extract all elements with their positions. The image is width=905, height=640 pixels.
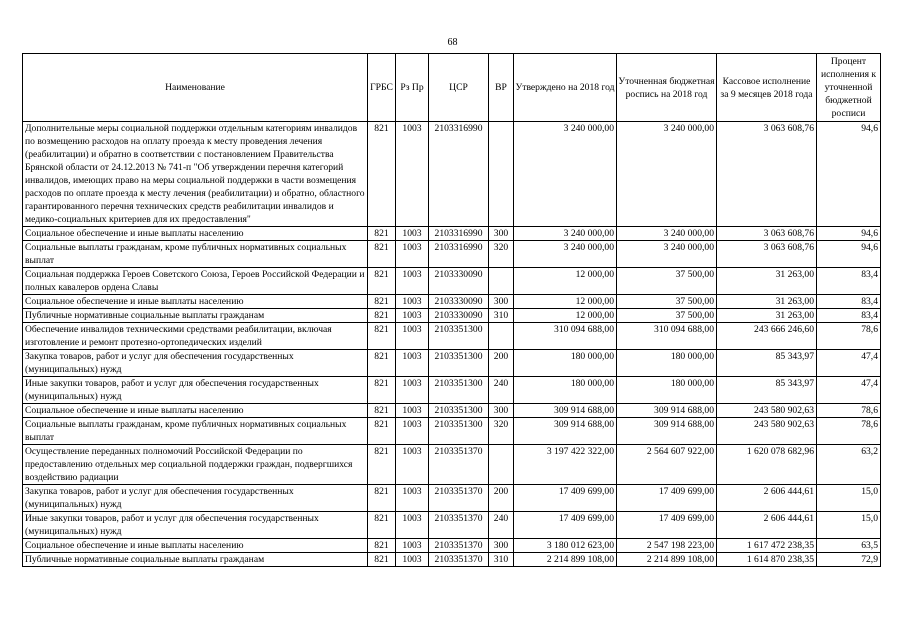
table-row [23,227,881,241]
header-approved: Утверждено на 2018 год [514,54,617,122]
row-grbs: 821 [368,445,396,485]
row-vr [489,445,514,485]
row-grbs: 821 [368,323,396,350]
row-rzpr: 1003 [396,445,429,485]
row-vr [489,268,514,295]
row-percent: 72,9 [817,553,881,567]
row-percent: 63,5 [817,539,881,553]
row-name: Иные закупки товаров, работ и услуг для обеспечения государственных (муниципальных) нужд [23,377,368,404]
row-name: Иные закупки товаров, работ и услуг для обеспечения государственных (муниципальных) нужд [23,512,368,539]
row-cash: 85 343,97 [717,350,817,377]
row-revised: 17 409 699,00 [617,512,717,539]
row-percent: 94,6 [817,241,881,268]
row-revised: 3 240 000,00 [617,227,717,241]
table-row [23,122,881,227]
row-cash: 1 617 472 238,35 [717,539,817,553]
row-vr [489,122,514,227]
row-grbs: 821 [368,227,396,241]
row-csr: 2103316990 [429,241,489,268]
row-grbs: 821 [368,539,396,553]
row-grbs: 821 [368,350,396,377]
row-name: Социальное обеспечение и иные выплаты населению [23,539,368,553]
row-percent: 94,6 [817,122,881,227]
row-cash: 31 263,00 [717,309,817,323]
row-percent: 83,4 [817,309,881,323]
row-grbs: 821 [368,404,396,418]
row-rzpr: 1003 [396,512,429,539]
row-rzpr: 1003 [396,404,429,418]
row-revised: 17 409 699,00 [617,485,717,512]
row-csr: 2103351300 [429,404,489,418]
row-rzpr: 1003 [396,377,429,404]
row-cash: 3 063 608,76 [717,241,817,268]
row-approved: 3 180 012 623,00 [514,539,617,553]
row-vr: 300 [489,227,514,241]
row-revised: 310 094 688,00 [617,323,717,350]
row-percent: 47,4 [817,377,881,404]
row-grbs: 821 [368,553,396,567]
row-cash: 2 606 444,61 [717,512,817,539]
row-grbs: 821 [368,485,396,512]
row-percent: 78,6 [817,323,881,350]
row-grbs: 821 [368,309,396,323]
row-approved: 12 000,00 [514,309,617,323]
table-row [23,323,881,350]
table-row [23,350,881,377]
table-header-row [23,54,881,122]
row-vr: 310 [489,309,514,323]
row-csr: 2103330090 [429,309,489,323]
row-grbs: 821 [368,241,396,268]
table-row [23,539,881,553]
row-vr: 310 [489,553,514,567]
row-name: Закупка товаров, работ и услуг для обеспечения государственных (муниципальных) нужд [23,485,368,512]
table-row [23,404,881,418]
row-rzpr: 1003 [396,350,429,377]
row-percent: 83,4 [817,295,881,309]
row-revised: 2 547 198 223,00 [617,539,717,553]
row-cash: 1 614 870 238,35 [717,553,817,567]
row-percent: 78,6 [817,418,881,445]
row-percent: 83,4 [817,268,881,295]
row-csr: 2103351370 [429,553,489,567]
row-name: Публичные нормативные социальные выплаты гражданам [23,553,368,567]
row-approved: 309 914 688,00 [514,404,617,418]
row-cash: 243 580 902,63 [717,418,817,445]
row-name: Дополнительные меры социальной поддержки отдельным категориям инвалидов по возмещению расходов на оплату проезда к месту проведения лечения (реабилитации) и обратно в соответствии с постановлением Правительства Брянской области от 24.12.2013 № 741-п "Об утверждении перечня категорий инвалидов, имеющих право на меры социальной поддержки в части возмещения расходов по оплате проезда к месту лечения (реабилитации) и обратно, областного гарантированного перечня технических средств реабилитации инвалидов и медико-социальных критериев для их предоставления" [23,122,368,227]
row-csr: 2103351370 [429,445,489,485]
row-vr: 240 [489,512,514,539]
row-approved: 17 409 699,00 [514,512,617,539]
row-csr: 2103351300 [429,323,489,350]
table-row [23,241,881,268]
row-vr: 320 [489,418,514,445]
row-grbs: 821 [368,268,396,295]
header-percent: Процент исполнения к уточненной бюджетной росписи [817,54,881,122]
header-name: Наименование [23,54,368,122]
row-rzpr: 1003 [396,323,429,350]
row-revised: 37 500,00 [617,295,717,309]
row-csr: 2103330090 [429,268,489,295]
table-row [23,268,881,295]
row-rzpr: 1003 [396,485,429,512]
row-csr: 2103351300 [429,418,489,445]
row-percent: 15,0 [817,485,881,512]
row-rzpr: 1003 [396,227,429,241]
row-csr: 2103351370 [429,539,489,553]
row-csr: 2103351370 [429,512,489,539]
row-cash: 85 343,97 [717,377,817,404]
row-rzpr: 1003 [396,268,429,295]
row-vr: 300 [489,404,514,418]
row-vr: 240 [489,377,514,404]
row-approved: 3 197 422 322,00 [514,445,617,485]
row-approved: 17 409 699,00 [514,485,617,512]
row-approved: 12 000,00 [514,268,617,295]
row-grbs: 821 [368,295,396,309]
row-revised: 309 914 688,00 [617,418,717,445]
row-approved: 3 240 000,00 [514,122,617,227]
table-row [23,445,881,485]
row-rzpr: 1003 [396,418,429,445]
row-vr: 200 [489,350,514,377]
row-vr [489,323,514,350]
row-rzpr: 1003 [396,295,429,309]
row-percent: 94,6 [817,227,881,241]
row-cash: 1 620 078 682,96 [717,445,817,485]
row-percent: 47,4 [817,350,881,377]
row-rzpr: 1003 [396,309,429,323]
row-name: Социальное обеспечение и иные выплаты населению [23,295,368,309]
row-revised: 180 000,00 [617,377,717,404]
row-percent: 63,2 [817,445,881,485]
row-cash: 31 263,00 [717,295,817,309]
table-row [23,377,881,404]
table-row [23,553,881,567]
row-cash: 3 063 608,76 [717,122,817,227]
header-csr: ЦСР [429,54,489,122]
header-cash: Кассовое исполнение за 9 месяцев 2018 года [717,54,817,122]
table-row [23,309,881,323]
row-approved: 3 240 000,00 [514,241,617,268]
header-grbs: ГРБС [368,54,396,122]
row-grbs: 821 [368,512,396,539]
row-grbs: 821 [368,122,396,227]
row-approved: 309 914 688,00 [514,418,617,445]
table-row [23,485,881,512]
row-csr: 2103330090 [429,295,489,309]
row-grbs: 821 [368,377,396,404]
row-approved: 3 240 000,00 [514,227,617,241]
row-percent: 78,6 [817,404,881,418]
row-name: Публичные нормативные социальные выплаты гражданам [23,309,368,323]
row-csr: 2103351300 [429,350,489,377]
header-rzpr: Рз Пр [396,54,429,122]
row-vr: 300 [489,295,514,309]
row-name: Закупка товаров, работ и услуг для обеспечения государственных (муниципальных) нужд [23,350,368,377]
row-revised: 3 240 000,00 [617,122,717,227]
row-name: Социальная поддержка Героев Советского Союза, Героев Российской Федерации и полных кавалеров ордена Славы [23,268,368,295]
row-cash: 243 666 246,60 [717,323,817,350]
budget-table [22,53,881,567]
row-name: Социальные выплаты гражданам, кроме публичных нормативных социальных выплат [23,241,368,268]
row-rzpr: 1003 [396,241,429,268]
row-grbs: 821 [368,418,396,445]
row-revised: 37 500,00 [617,309,717,323]
row-cash: 3 063 608,76 [717,227,817,241]
row-name: Социальные выплаты гражданам, кроме публичных нормативных социальных выплат [23,418,368,445]
row-csr: 2103316990 [429,122,489,227]
header-revised: Уточненная бюджетная роспись на 2018 год [617,54,717,122]
page-number: 68 [447,37,458,48]
row-csr: 2103351300 [429,377,489,404]
row-name: Социальное обеспечение и иные выплаты населению [23,227,368,241]
row-revised: 309 914 688,00 [617,404,717,418]
row-name: Обеспечение инвалидов техническими средствами реабилитации, включая изготовление и ремонт протезно-ортопедических изделий [23,323,368,350]
row-rzpr: 1003 [396,553,429,567]
row-csr: 2103316990 [429,227,489,241]
row-name: Осуществление переданных полномочий Российской Федерации по предоставлению отдельных мер социальной поддержки граждан, подвергшихся воздействию радиации [23,445,368,485]
row-revised: 37 500,00 [617,268,717,295]
row-approved: 310 094 688,00 [514,323,617,350]
row-rzpr: 1003 [396,122,429,227]
table-row [23,418,881,445]
row-name: Социальное обеспечение и иные выплаты населению [23,404,368,418]
row-percent: 15,0 [817,512,881,539]
row-cash: 31 263,00 [717,268,817,295]
row-revised: 180 000,00 [617,350,717,377]
row-vr: 200 [489,485,514,512]
row-revised: 3 240 000,00 [617,241,717,268]
row-revised: 2 564 607 922,00 [617,445,717,485]
row-csr: 2103351370 [429,485,489,512]
row-approved: 2 214 899 108,00 [514,553,617,567]
table-row [23,512,881,539]
row-cash: 2 606 444,61 [717,485,817,512]
table-row [23,295,881,309]
row-cash: 243 580 902,63 [717,404,817,418]
row-rzpr: 1003 [396,539,429,553]
row-approved: 180 000,00 [514,350,617,377]
row-vr: 300 [489,539,514,553]
row-revised: 2 214 899 108,00 [617,553,717,567]
row-approved: 12 000,00 [514,295,617,309]
row-vr: 320 [489,241,514,268]
header-vr: ВР [489,54,514,122]
row-approved: 180 000,00 [514,377,617,404]
